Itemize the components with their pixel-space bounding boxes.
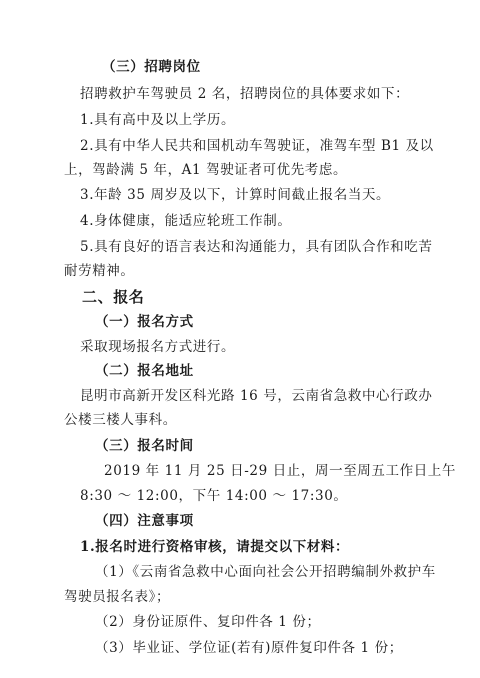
signup-time-line-2: 8:30 ～ 12:00，下午 14:00 ～ 17:30。 bbox=[80, 488, 348, 504]
subsection-title-signup-method: （一）报名方式 bbox=[95, 314, 194, 330]
note-1-heading: 1.报名时进行资格审核，请提交以下材料： bbox=[80, 539, 350, 555]
requirement-1: 1.具有高中及以上学历。 bbox=[80, 112, 236, 128]
requirement-3: 3.年龄 35 周岁及以下，计算时间截止报名当天。 bbox=[80, 187, 391, 203]
signup-address-line-1: 昆明市高新开发区科光路 16 号，云南省急救中心行政办 bbox=[80, 388, 433, 404]
requirement-2-line-1: 2.具有中华人民共和国机动车驾驶证，准驾车型 B1 及以 bbox=[80, 138, 434, 154]
material-item-1-line-2: 驾驶员报名表》； bbox=[64, 589, 171, 605]
requirement-2-line-2: 上，驾龄满 5 年，A1 驾驶证者可优先考虑。 bbox=[64, 162, 348, 178]
material-item-1-line-1: （1）《云南省急救中心面向社会公开招聘编制外救护车 bbox=[95, 564, 436, 580]
section-title-recruitment-positions: （三）招聘岗位 bbox=[102, 59, 201, 75]
signup-time-line-1: 2019 年 11 月 25 日-29 日止，周一至周五工作日上午 bbox=[104, 463, 456, 479]
signup-method-text: 采取现场报名方式进行。 bbox=[80, 339, 236, 355]
material-item-3: （3）毕业证、学位证(若有)原件复印件各 1 份； bbox=[95, 640, 403, 656]
requirement-5-line-1: 5.具有良好的语言表达和沟通能力，具有团队合作和吃苦 bbox=[80, 239, 433, 255]
requirement-4: 4.身体健康，能适应轮班工作制。 bbox=[80, 213, 292, 229]
signup-address-line-2: 公楼三楼人事科。 bbox=[64, 412, 177, 428]
requirement-5-line-2: 耐劳精神。 bbox=[64, 263, 135, 279]
subsection-title-signup-address: （二）报名地址 bbox=[95, 363, 194, 379]
material-item-2: （2）身份证原件、复印件各 1 份； bbox=[95, 614, 321, 630]
intro-paragraph: 招聘救护车驾驶员 2 名，招聘岗位的具体要求如下： bbox=[80, 86, 410, 102]
section-heading-signup: 二、报名 bbox=[82, 288, 145, 306]
subsection-title-notes: （四）注意事项 bbox=[95, 513, 194, 529]
subsection-title-signup-time: （三）报名时间 bbox=[95, 438, 194, 454]
